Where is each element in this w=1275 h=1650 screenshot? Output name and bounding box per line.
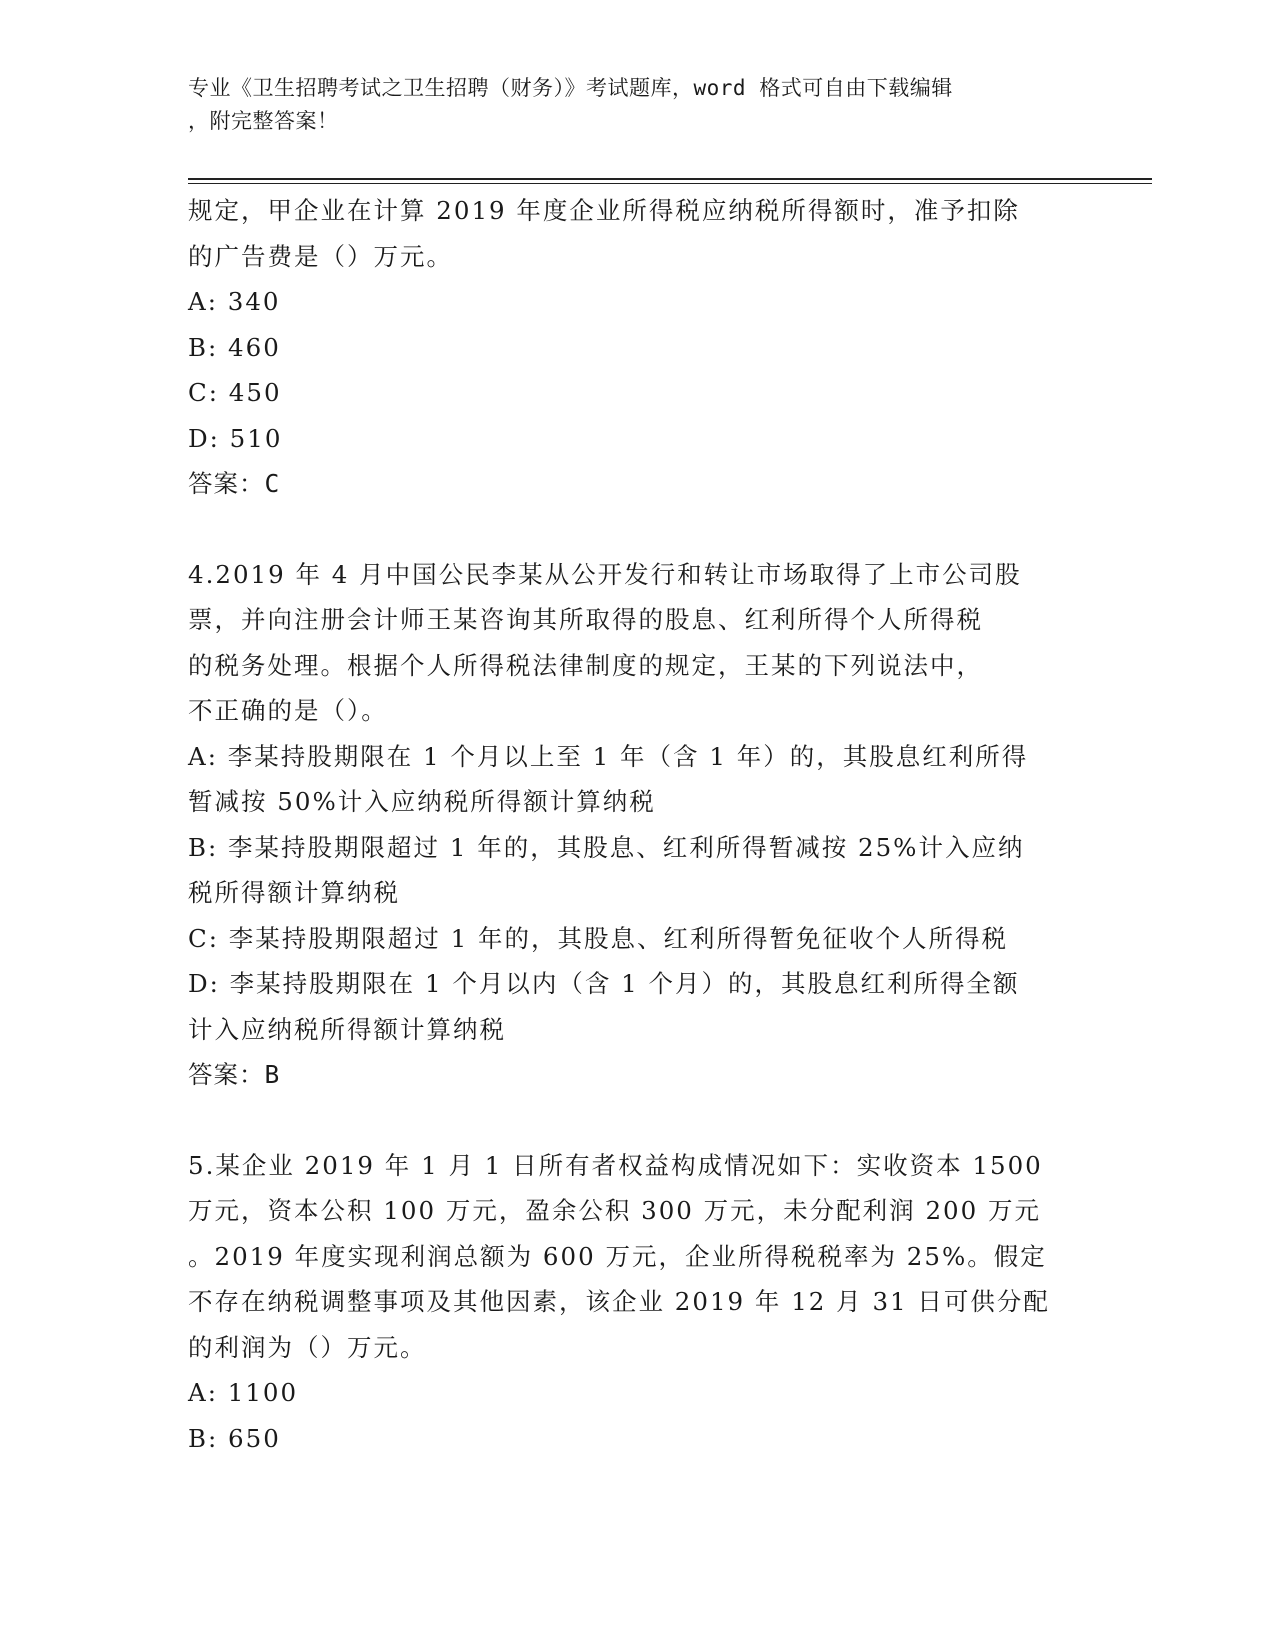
answer-line: 答案：C (188, 469, 281, 498)
question-stem-line: 5.某企业 2019 年 1 月 1 日所有者权益构成情况如下：实收资本 1500 (188, 1150, 1043, 1180)
option-a: A: 1100 (188, 1378, 299, 1407)
question-stem-line: 不正确的是（）。 (188, 696, 388, 725)
option-c: C: 李某持股期限超过 1 年的，其股息、红利所得暂免征收个人所得税 (188, 923, 1008, 953)
question-stem-line: 不存在纳税调整事项及其他因素，该企业 2019 年 12 月 31 日可供分配 (188, 1287, 1050, 1316)
document-body (188, 188, 1068, 1461)
question-stem-line: 的广告费是（）万元。 (188, 241, 453, 271)
spacer (188, 507, 1068, 552)
question-4 (188, 552, 1068, 1098)
header-line-2: ，附完整答案！ (188, 109, 339, 133)
header-rule-thin (188, 183, 1152, 184)
question-stem-line: 规定，甲企业在计算 2019 年度企业所得税应纳税所得额时，准予扣除 (188, 196, 1020, 225)
question-5 (188, 1143, 1068, 1462)
option-c: C: 450 (188, 378, 282, 407)
option-d: D: 510 (188, 423, 283, 453)
option-a: A: 340 (188, 287, 281, 316)
question-stem-line: 。2019 年度实现利润总额为 600 万元，企业所得税税率为 25%。假定 (188, 1241, 1047, 1271)
question-stem-line: 万元，资本公积 100 万元，盈余公积 300 万元，未分配利润 200 万元 (188, 1196, 1042, 1225)
header-line-1: 专业《卫生招聘考试之卫生招聘（财务）》考试题库，word 格式可自由下载编辑 (188, 76, 953, 100)
option-b-continued: 税所得额计算纳税 (188, 878, 400, 907)
option-a: A: 李某持股期限在 1 个月以上至 1 年（含 1 年）的，其股息红利所得 (188, 741, 1029, 771)
question-stem-line: 的利润为（）万元。 (188, 1332, 427, 1362)
question-stem-line: 的税务处理。根据个人所得税法律制度的规定，王某的下列说法中， (188, 650, 983, 680)
option-b: B: 650 (188, 1423, 281, 1453)
question-3 (188, 188, 1068, 507)
spacer (188, 1098, 1068, 1143)
option-b: B: 460 (188, 332, 281, 362)
option-b: B: 李某持股期限超过 1 年的，其股息、红利所得暂减按 25%计入应纳 (188, 832, 1025, 862)
header-rule (188, 178, 1152, 180)
option-d-continued: 计入应纳税所得额计算纳税 (188, 1014, 506, 1044)
option-d: D: 李某持股期限在 1 个月以内（含 1 个月）的，其股息红利所得全额 (188, 969, 1020, 998)
option-a-continued: 暂减按 50%计入应纳税所得额计算纳税 (188, 787, 656, 816)
document-header (188, 72, 1068, 138)
question-stem-line: 4.2019 年 4 月中国公民李某从公开发行和转让市场取得了上市公司股 (188, 559, 1022, 589)
answer-line: 答案：B (188, 1060, 281, 1089)
question-stem-line: 票，并向注册会计师王某咨询其所取得的股息、红利所得个人所得税 (188, 605, 983, 634)
